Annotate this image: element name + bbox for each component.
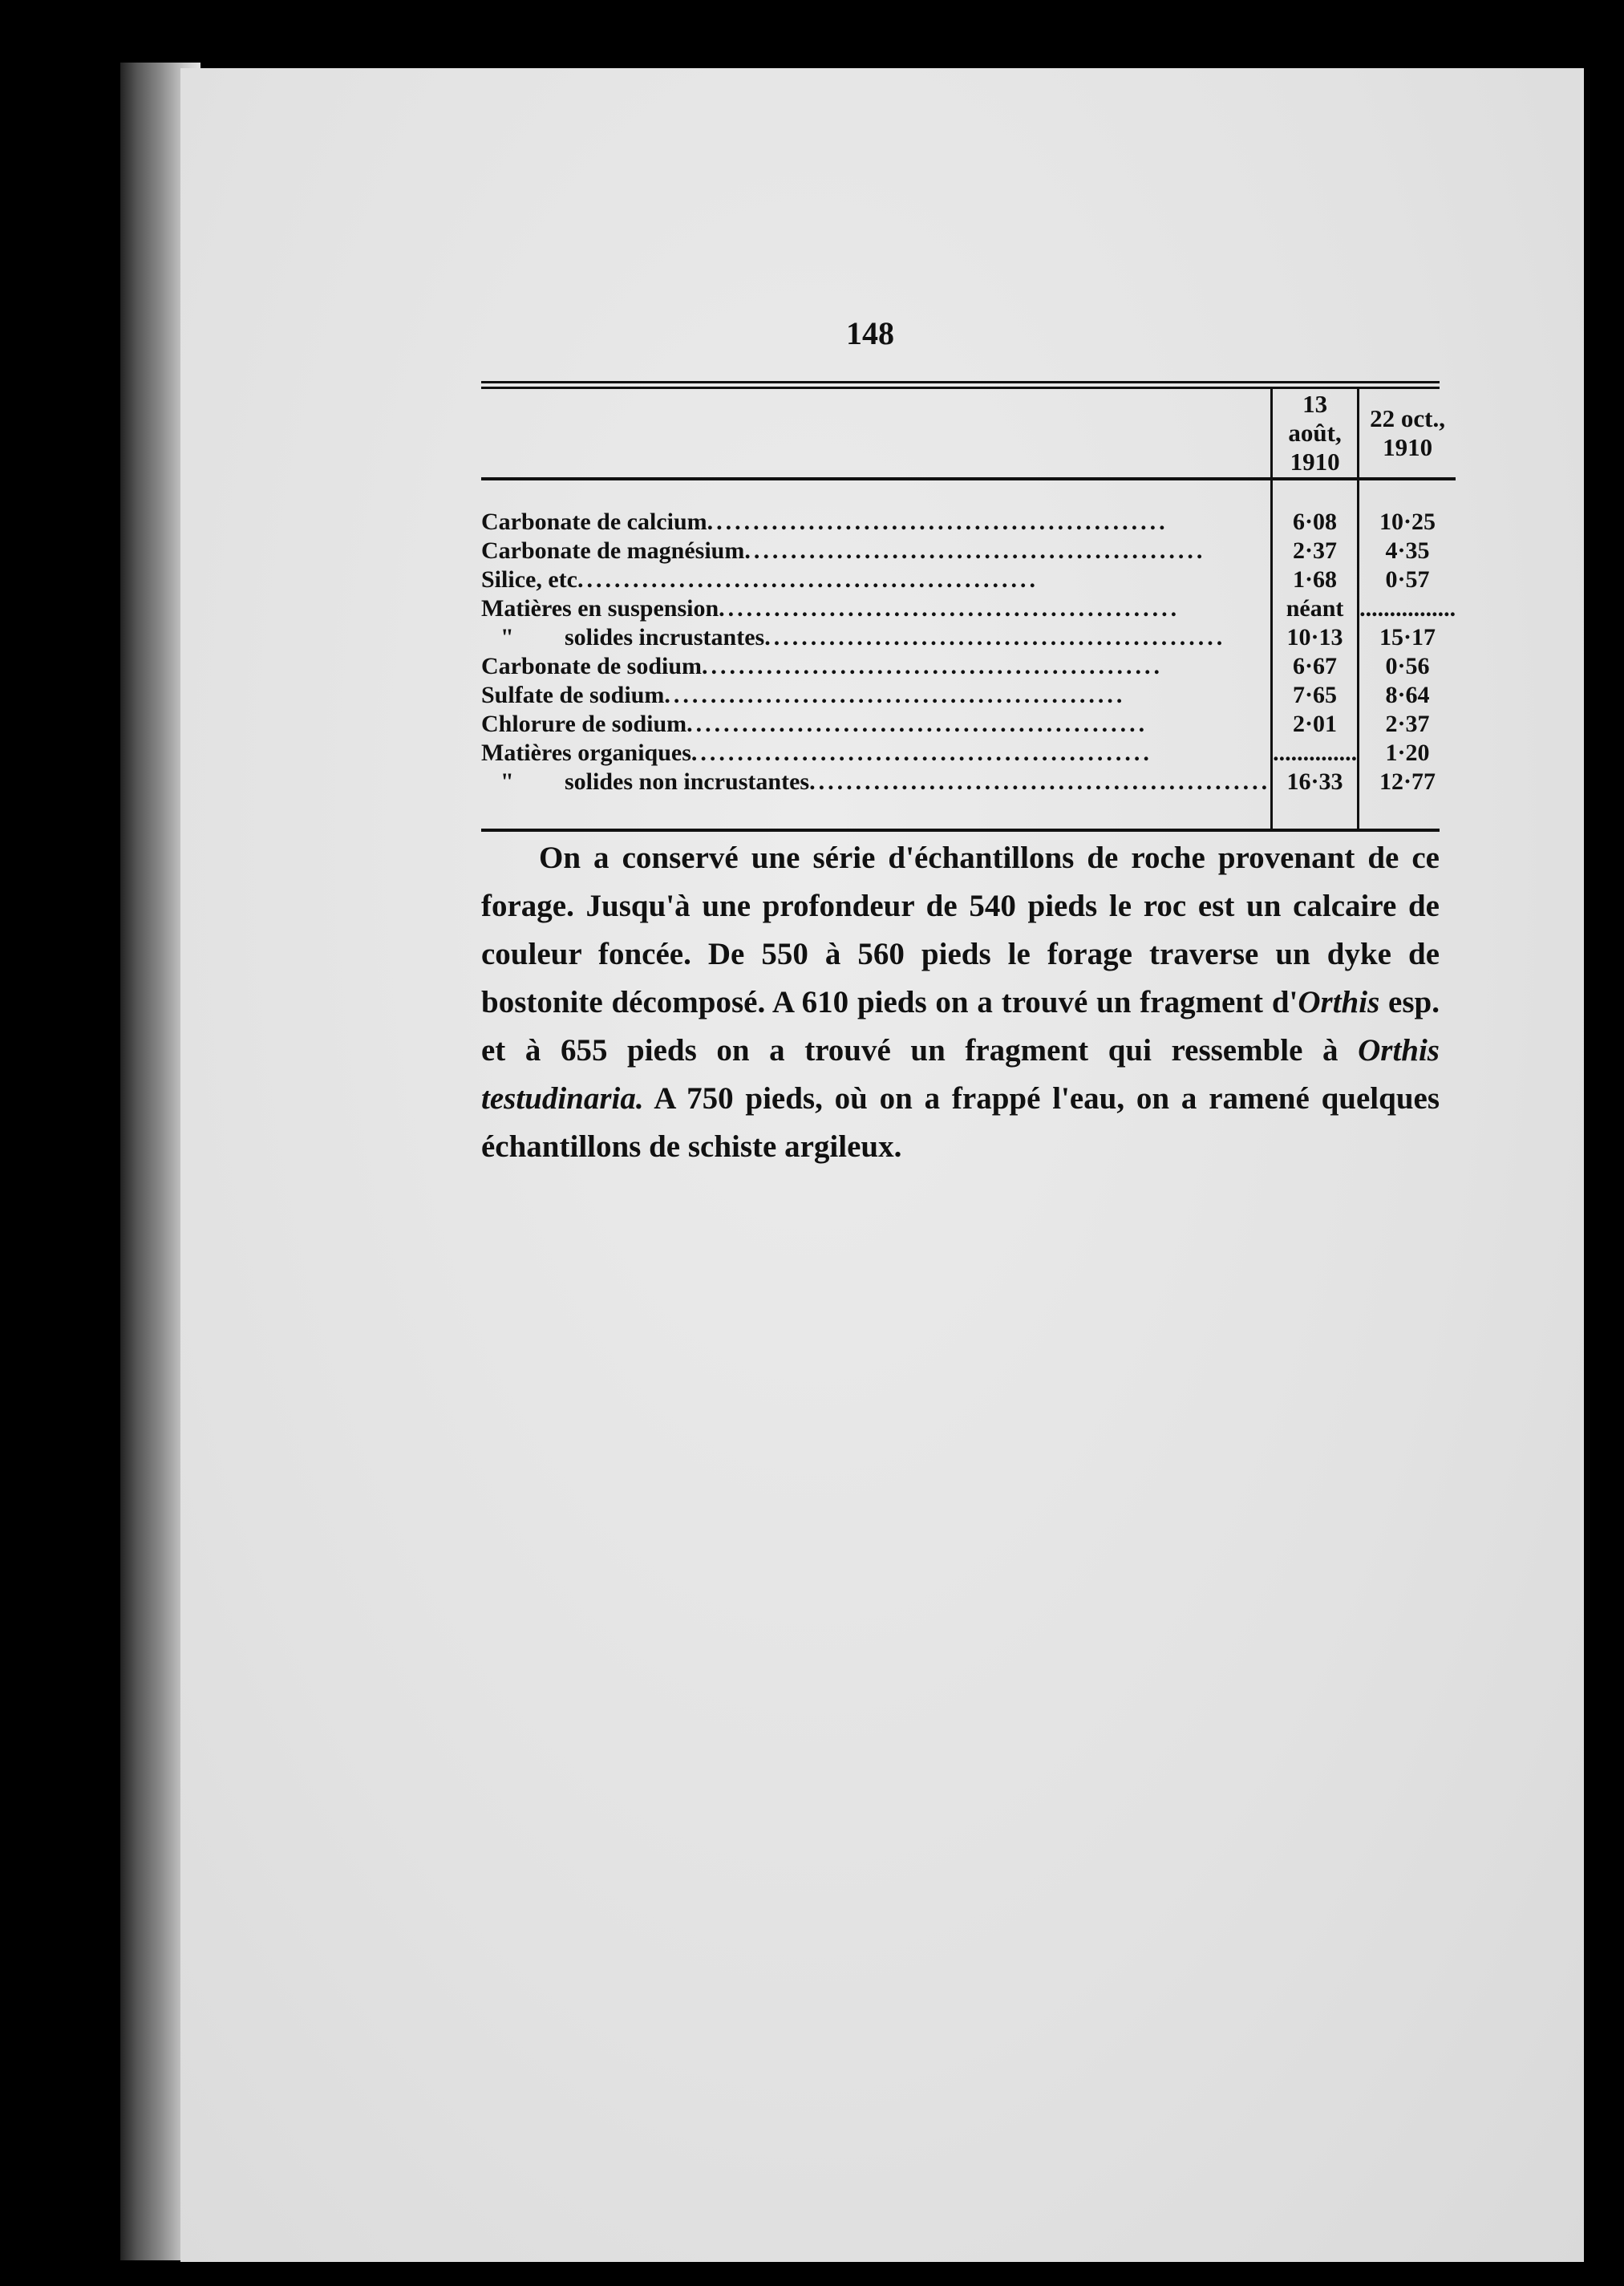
value-cell-2: 0·56 (1359, 652, 1456, 681)
value-cell-2: 0·57 (1359, 565, 1456, 594)
dot-leader: .................................................. (691, 740, 1152, 766)
table-row (481, 623, 1456, 652)
row-label-cell (481, 652, 1272, 681)
row-label-cell (481, 739, 1272, 768)
paragraph-text-1: On a conservé une série d'échantillons de roche provenant de ce forage. Jusqu'à une profondeur de 540 pieds le roc est un calcaire de couleur foncée. De 550 à 560 pieds le forage traverse un dyke de bostonite décomposé. A 610 pieds on a trouvé un fragment d' (481, 841, 1440, 1019)
row-label-cell (481, 768, 1272, 829)
table-row (481, 681, 1456, 710)
value-cell-2: 10·25 (1359, 479, 1456, 537)
dot-leader: .................................................. (719, 595, 1181, 622)
row-label: Silice, etc (481, 566, 577, 593)
dot-leader: .................................................. (744, 537, 1206, 564)
value-cell-1: néant (1272, 594, 1359, 623)
row-label-cell (481, 681, 1272, 710)
dot-leader: .................................................. (809, 768, 1271, 795)
row-label: Carbonate de magnésium (481, 537, 745, 564)
header-date-1: 13 août, 1910 (1272, 389, 1359, 479)
ditto-mark: " (500, 768, 514, 795)
row-label: Sulfate de sodium (481, 682, 665, 708)
row-label-cell (481, 623, 1272, 652)
paragraph-italic-1: Orthis (1298, 985, 1380, 1019)
value-cell-1: 6·08 (1272, 479, 1359, 537)
table-row (481, 710, 1456, 739)
table-row (481, 652, 1456, 681)
dot-leader: .................................................. (664, 682, 1126, 708)
value-cell-2: 2·37 (1359, 710, 1456, 739)
value-cell-1: 2·37 (1272, 537, 1359, 565)
table-row (481, 565, 1456, 594)
value-cell-1: 2·01 (1272, 710, 1359, 739)
value-cell-2: 4·35 (1359, 537, 1456, 565)
paragraph-text-2: esp. et à 655 pieds on a trouvé un fragment qui ressemble à (481, 985, 1440, 1068)
table-row (481, 768, 1456, 829)
value-cell-2: 8·64 (1359, 681, 1456, 710)
dot-leader: .................................................. (702, 653, 1164, 679)
table-row (481, 479, 1456, 537)
value-cell-2: 12·77 (1359, 768, 1456, 829)
table-row (481, 739, 1456, 768)
paragraph-italic-2: Orthis testudinaria. (481, 1033, 1440, 1116)
value-cell-2: 15·17 (1359, 623, 1456, 652)
table-header-row (481, 389, 1456, 479)
table-bottom-rule (481, 829, 1440, 832)
body-paragraph (481, 834, 1440, 1171)
row-label: solides non incrustantes (565, 768, 810, 795)
dot-leader: .................................................. (577, 566, 1039, 593)
value-cell-2: 1·20 (1359, 739, 1456, 768)
table-top-rule (481, 381, 1440, 389)
value-cell-2: ................ (1359, 595, 1456, 622)
paragraph-text-3: A 750 pieds, où on a frappé l'eau, on a ramené quelques échantillons de schiste argileux. (481, 1081, 1440, 1164)
value-cell-1: 1·68 (1272, 565, 1359, 594)
row-label-cell (481, 565, 1272, 594)
ditto-mark: " (500, 624, 514, 651)
row-label-cell (481, 710, 1272, 739)
row-label: Matières organiques (481, 740, 691, 766)
page-number: 148 (846, 315, 894, 351)
table-row (481, 537, 1456, 565)
header-date-2: 22 oct., 1910 (1359, 389, 1456, 479)
row-label-cell (481, 594, 1272, 623)
table-row (481, 594, 1456, 623)
value-cell-1: 7·65 (1272, 681, 1359, 710)
row-label: Matières en suspension (481, 595, 719, 622)
row-label: Chlorure de sodium (481, 711, 687, 737)
dot-leader: .................................................. (764, 624, 1226, 651)
row-label: Carbonate de sodium (481, 653, 703, 679)
dot-leader: .................................................. (707, 509, 1168, 535)
row-label-cell (481, 537, 1272, 565)
row-label: solides incrustantes (565, 624, 765, 651)
value-cell-1: 6·67 (1272, 652, 1359, 681)
header-blank (481, 389, 1272, 479)
value-cell-1: .............. (1273, 740, 1358, 766)
row-label: Carbonate de calcium (481, 509, 707, 535)
analysis-table (481, 381, 1456, 832)
dot-leader: .................................................. (686, 711, 1148, 737)
row-label-cell (481, 479, 1272, 537)
value-cell-1: 16·33 (1272, 768, 1359, 829)
value-cell-1: 10·13 (1272, 623, 1359, 652)
